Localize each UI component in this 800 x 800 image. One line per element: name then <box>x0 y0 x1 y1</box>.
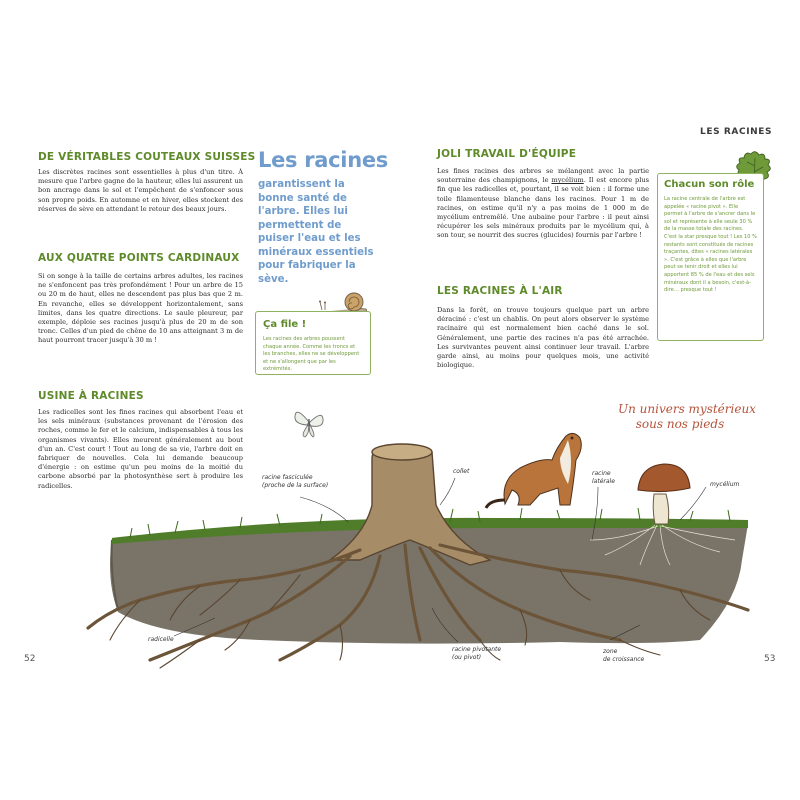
label-radicelle: radicelle <box>148 636 174 643</box>
section-header: LES RACINES <box>700 127 773 137</box>
illustration-title-line2: sous nos pieds <box>635 417 725 431</box>
label-collet: collet <box>453 468 470 475</box>
heading-racines-a-l-air: LES RACINES À L'AIR <box>437 285 563 297</box>
label-zone-de-croissance <box>603 648 644 663</box>
label-racine-laterale-line1: racine <box>592 470 611 477</box>
term-mycelium: mycélium <box>551 176 584 185</box>
paragraph-joli-travail-part1: Les fines racines des arbres se mélangent avec la partie souterraine des champignons, le <box>437 167 649 185</box>
label-mycelium: mycélium <box>710 481 740 488</box>
stoat <box>486 433 581 508</box>
page-number-right: 53 <box>764 654 776 664</box>
label-racine-pivotante <box>452 646 501 661</box>
info-box-ca-file-title: Ça file ! <box>263 319 307 330</box>
heading-joli-travail: JOLI TRAVAIL D'ÉQUIPE <box>437 148 577 160</box>
label-racine-laterale <box>592 470 615 485</box>
page-title: Les racines <box>258 148 389 172</box>
info-box-ca-file-text: Les racines des arbres poussent chaque année. Comme les troncs et les branches, elles ne se développent et ne s'allongent que par les extrémités. <box>263 336 360 373</box>
label-zone-line2: de croissance <box>603 655 645 663</box>
page-number-left: 52 <box>24 654 36 664</box>
label-racine-pivotante-line1: racine pivotante <box>452 646 502 653</box>
heading-couteaux-suisses: DE VÉRITABLES COUTEAUX SUISSES <box>38 151 256 163</box>
heading-usine-a-racines: USINE À RACINES <box>38 390 144 402</box>
heading-quatre-points: AUX QUATRE POINTS CARDINAUX <box>38 252 240 264</box>
paragraph-racines-a-l-air: Dans la forêt, on trouve toujours quelque part un arbre déraciné : c'est un chablis. On peut alors observer le système racinaire qui est normalement bien caché dans le sol. Généralement, une partie des racines n'a pas été arrachée. Les survivantes peuvent ainsi continuer leur travail. L'arbre garde ainsi, au moins pour quelques mois, une activité biologique. <box>437 306 649 370</box>
label-racine-fasciculee-line1: racine fasciculée <box>262 474 313 481</box>
label-zone-line1: zone <box>603 648 618 655</box>
label-racine-laterale-line2: latérale <box>592 477 615 485</box>
mushroom <box>638 464 690 524</box>
label-racine-fasciculee-line2: (proche de la surface) <box>262 481 329 489</box>
paragraph-usine-a-racines: Les radicelles sont les fines racines qui absorbent l'eau et les sels minéraux (substances provenant de l'érosion des roches, comme le fer et le calcium, indispensables à tous les organismes vivants). Elles meurent généralement au bout d'un an. C'est court ! Tout au long de sa vie, l'arbre doit en fabriquer de nouvelles. Cela lui demande beaucoup d'énergie : on estime qu'un peu moins de la moitié du carbone absorbé par la photosynthèse sert à produire les radicelles. <box>38 408 243 490</box>
paragraph-couteaux-suisses: Les discrètes racines sont essentielles à plus d'un titre. À mesure que l'arbre gagne de la hauteur, elles lui assurent un bon ancrage dans le sol et l'empêchent de s'enfoncer sous son propre poids. En automne et en hiver, elles stockent des réserves de sève en attendant le retour des beaux jours. <box>38 168 243 213</box>
paragraph-joli-travail-part2: . Il est encore plus fin que les radicelles et, pourtant, il se voit bien : il forme une toile filamenteuse blanche dans les racines. Pour 1 m de racines, on estime qu'il n'y a pas moins de 1 000 m de mycélium entremêlé. Une aubaine pour l'arbre : il peut ainsi récupérer les sels minéraux produits par le mycélium qui, à son tour, se nourrit des sucres (glucides) fournis par l'arbre ! <box>437 176 649 240</box>
title-intro: garantissent la bonne santé de l'arbre. Elles lui permettent de puiser l'eau et les minéraux essentiels pour fabriquer la sève. <box>258 179 374 285</box>
label-racine-fasciculee <box>262 474 328 489</box>
label-racine-pivotante-line2: (ou pivot) <box>452 653 482 661</box>
info-box-chacun-title: Chacun son rôle <box>664 179 755 190</box>
info-box-chacun-text: La racine centrale de l'arbre est appelée « racine pivot ». Elle permet à l'arbre de s'ancrer dans le sol et représente à elle seule 30 % de la masse totale des racines. C'est la star presque tout ! Les 10 % restants sont constitués de racines traçantes, dites « racines latérales ». C'est grâce à elles que l'arbre peut se tenir droit et elles lui apportent 85 % de l'eau et des sels minéraux dont il a besoin, c'est-à-dire… presque tout ! <box>664 196 757 294</box>
illustration-title-line1: Un univers mystérieux <box>618 402 756 416</box>
paragraph-quatre-points: Si on songe à la taille de certains arbres adultes, les racines ne s'enfoncent pas très profondément ! Pour un arbre de 15 ou 20 m de haut, elles ne descendent pas plus bas que 2 m. En revanche, elles se développent horizontalement, sans limites, dans les quatre directions. Le saule pleureur, par exemple, déploie ses racines jusqu'à plus de 20 m de son tronc. Celles d'un pied de chêne de 10 ans atteignant 3 m de haut pourront tracer jusqu'à 30 m ! <box>38 272 243 345</box>
